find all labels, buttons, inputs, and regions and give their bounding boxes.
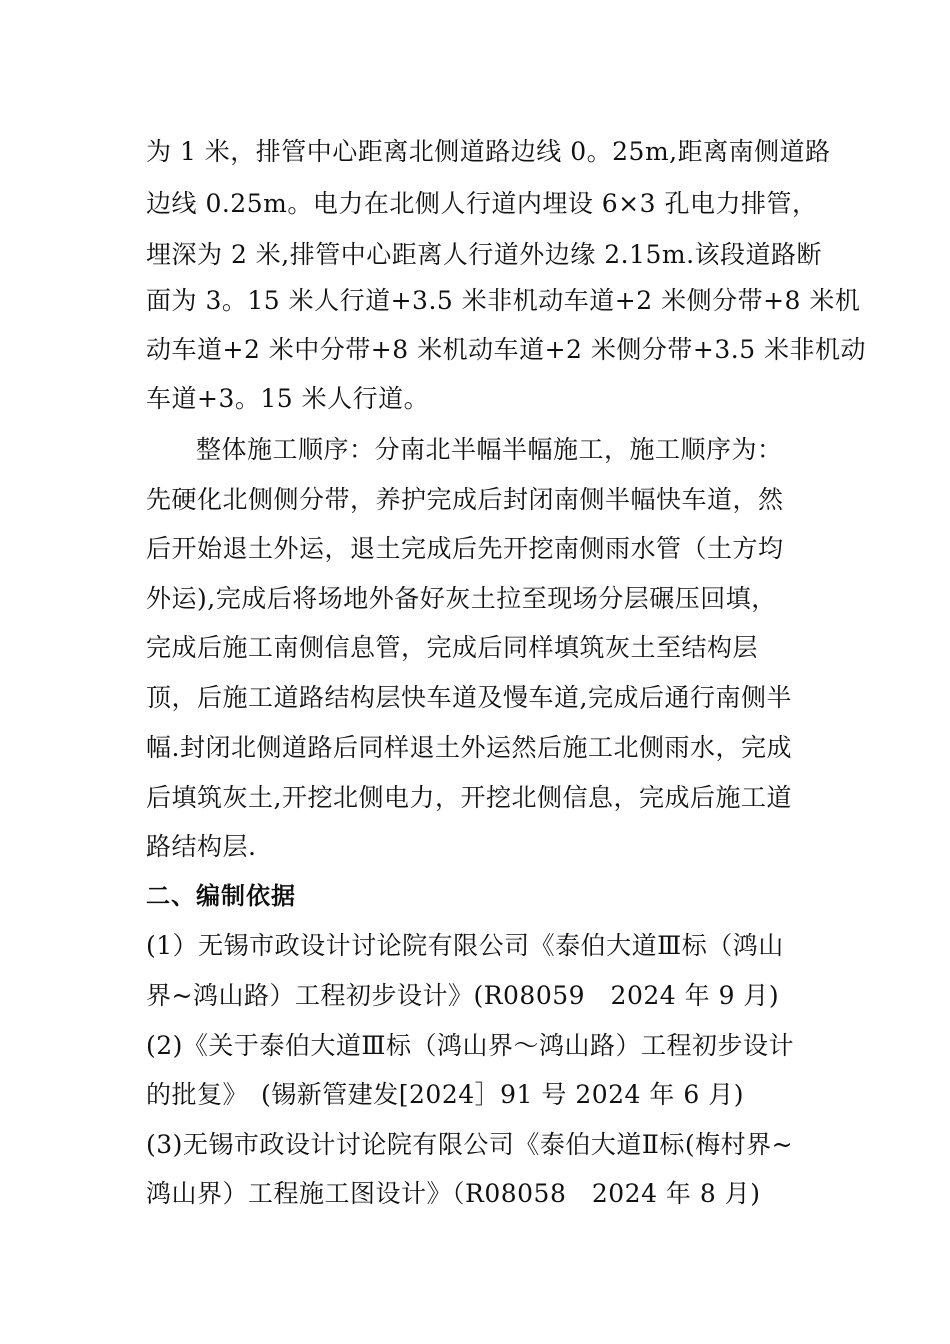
paragraph-line: 为 1 米，排管中心距离北侧道路边线 0。25m,距离南侧道路: [146, 137, 831, 166]
reference-line: 鸿山界）工程施工图设计》（R08058 2024 年 8 月): [146, 1179, 761, 1208]
paragraph-line: 完成后施工南侧信息管，完成后同样填筑灰土至结构层: [146, 633, 759, 662]
reference-line: (3)无锡市政设计讨论院有限公司《泰伯大道Ⅱ标(梅村界~: [146, 1130, 794, 1159]
paragraph-line: 整体施工顺序：分南北半幅半幅施工，施工顺序为：: [196, 435, 783, 464]
section-heading: 二、编制依据: [146, 882, 296, 910]
paragraph-line: 路结构层.: [146, 832, 257, 861]
paragraph-line: 埋深为 2 米,排管中心距离人行道外边缘 2.15m.该段道路断: [146, 240, 823, 269]
paragraph-line: 面为 3。15 米人行道+3.5 米非机动车道+2 米侧分带+8 米机: [146, 286, 861, 315]
reference-line: 界~鸿山路）工程初步设计》(R08059 2024 年 9 月): [146, 981, 780, 1010]
paragraph-line: 顶，后施工道路结构层快车道及慢车道,完成后通行南侧半: [146, 683, 792, 712]
paragraph-line: 动车道+2 米中分带+8 米机动车道+2 米侧分带+3.5 米非机动: [146, 335, 867, 364]
paragraph-line: 后填筑灰土,开挖北侧电力，开挖北侧信息，完成后施工道: [146, 783, 792, 812]
reference-line: 的批复》 (锡新管建发[2024］91 号 2024 年 6 月): [146, 1080, 744, 1109]
paragraph-line: 车道+3。15 米人行道。: [146, 384, 430, 413]
reference-line: (1）无锡市政设计讨论院有限公司《泰伯大道Ⅲ标（鸿山: [146, 931, 784, 960]
paragraph-line: 外运),完成后将场地外备好灰土拉至现场分层碾压回填，: [146, 584, 777, 613]
paragraph-line: 后开始退土外运，退土完成后先开挖南侧雨水管（土方均: [146, 534, 784, 563]
paragraph-line: 幅.封闭北侧道路后同样退土外运然后施工北侧雨水，完成: [146, 733, 792, 762]
reference-line: (2)《关于泰伯大道Ⅲ标（鸿山界～鸿山路）工程初步设计: [146, 1031, 795, 1060]
paragraph-line: 先硬化北侧侧分带，养护完成后封闭南侧半幅快车道，然: [146, 485, 784, 514]
paragraph-line: 边线 0.25m。电力在北侧人行道内埋设 6×3 孔电力排管，: [146, 189, 818, 218]
